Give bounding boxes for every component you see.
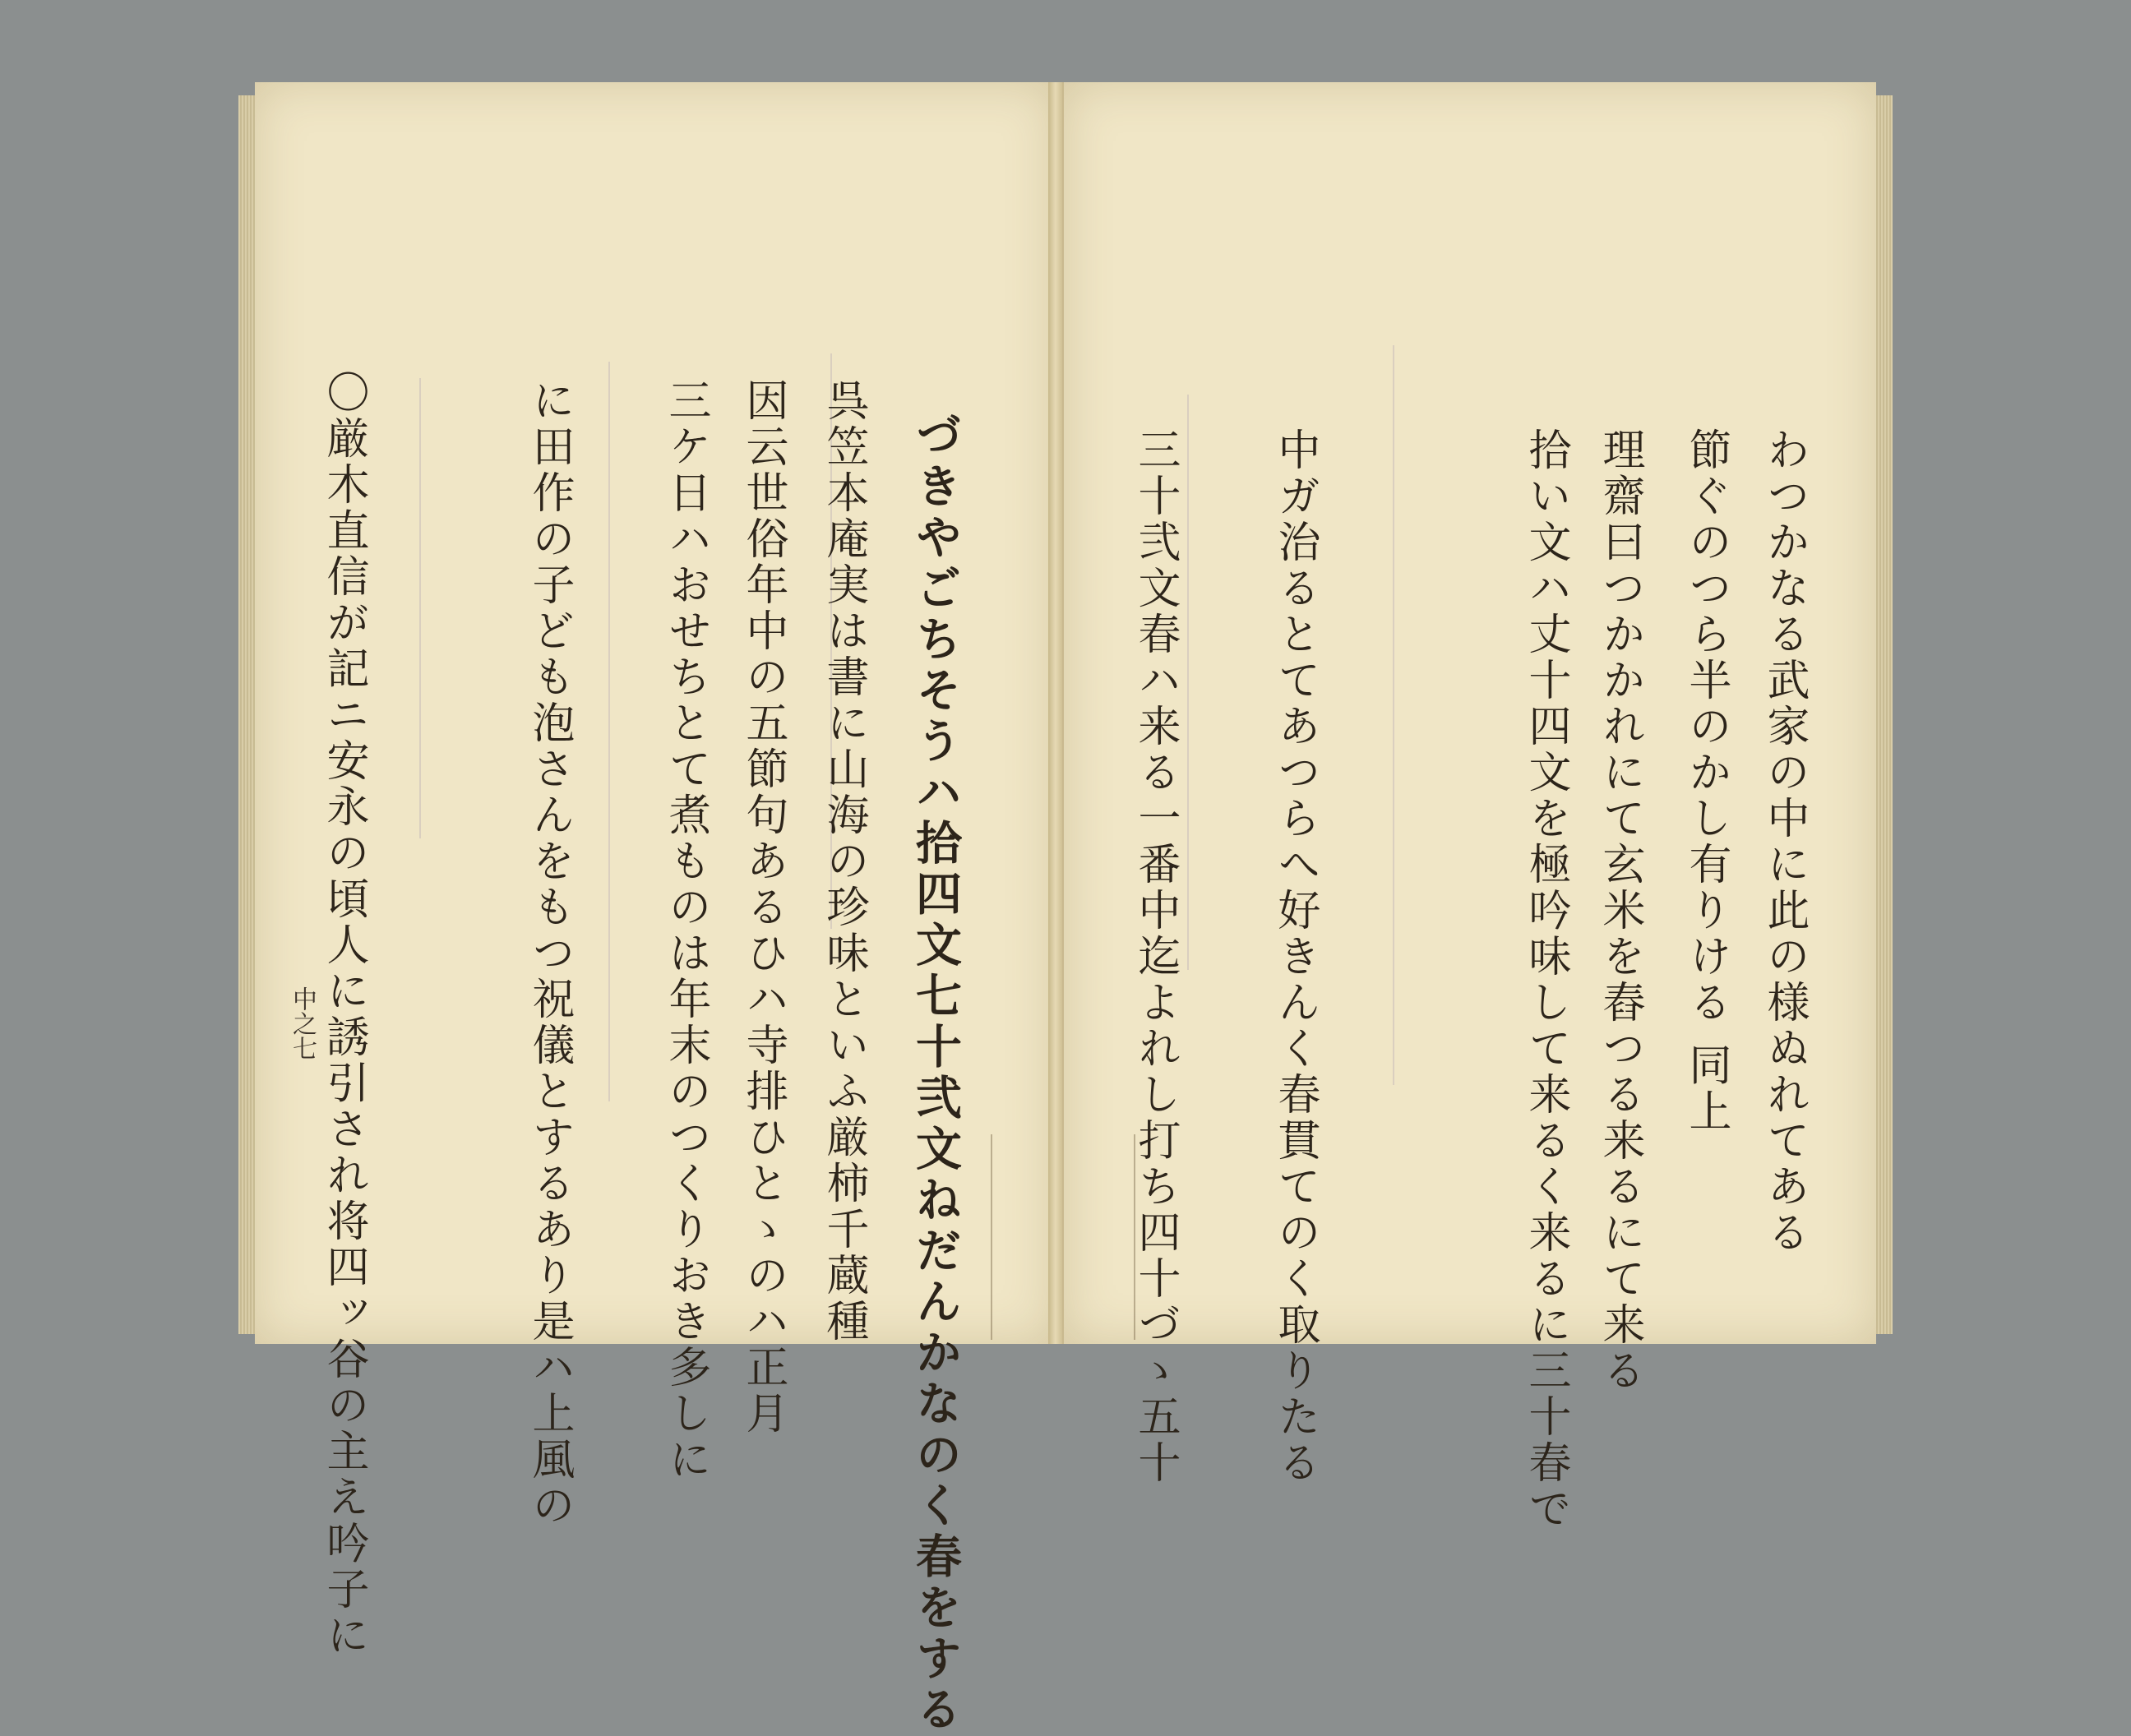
crease <box>991 1134 992 1340</box>
text-column: 呉笠本庵実は書に山海の珍味といふ厳柿千蔵種 <box>819 378 868 1345</box>
right-page <box>1062 82 1876 1532</box>
text-column: 中ガ治るとてあつらへ好きんく春貫てのく取りたる <box>1270 427 1320 1486</box>
bleed-through <box>1393 345 1394 1085</box>
bleed-through <box>419 378 421 838</box>
open-book <box>247 82 1883 1736</box>
text-column: に田作の子ども泡さんをもつ祝儀とするあり是ハ上風の <box>525 378 574 1529</box>
left-page <box>255 82 1056 1736</box>
text-column-heading: づきやごちそうハ拾四文七十弐文ねだんかなのく春をする <box>908 411 963 1736</box>
text-column: わつかなる武家の中に此の様ぬれてある <box>1759 427 1809 1256</box>
text-column: 因云世俗年中の五節句あるひハ寺排ひとゝのハ正月 <box>738 378 788 1437</box>
text-column: 三十弐文春ハ来る一番中迄よれし打ち四十づゝ五十 <box>1130 427 1180 1486</box>
bleed-through <box>1187 395 1189 970</box>
folio: 中之七 <box>288 986 317 1060</box>
text-column: 拾い文ハ丈十四文を極吟味して来るく来るに三十春で <box>1521 427 1570 1532</box>
page-stack-left <box>238 95 257 1334</box>
text-column: 節ぐのつら半のかし有りける 同上 <box>1681 427 1731 1135</box>
bleed-through <box>608 362 610 1101</box>
page-stack-right <box>1874 95 1893 1334</box>
text-column: 〇厳木直信が記ニ安永の頃人に誘引され将四ッ谷の主え吟子に <box>319 370 368 1659</box>
text-column: 三ケ日ハおせちとて煮ものは年末のつくりおき多しに <box>661 378 710 1483</box>
text-column: 理齋曰つかかれにて玄米を舂つる来るにて来る <box>1595 427 1644 1394</box>
crease <box>1134 1134 1135 1340</box>
